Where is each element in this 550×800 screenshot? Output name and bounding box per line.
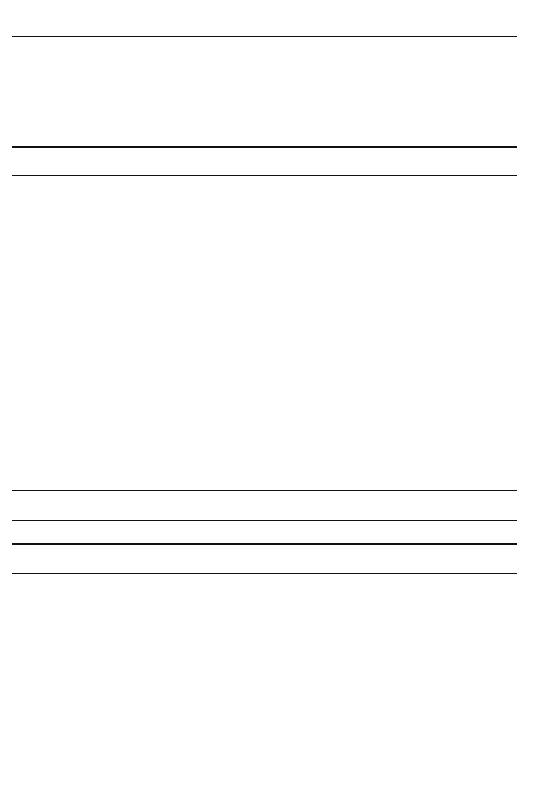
table2-header-rule xyxy=(12,573,517,574)
table2-top-rule xyxy=(12,543,517,545)
table1-top-rule xyxy=(12,146,517,148)
table1-bottom-rule xyxy=(12,520,517,521)
header-rule xyxy=(12,36,517,37)
table1-header-rule xyxy=(12,175,517,176)
table1-totals-rule xyxy=(12,490,517,491)
